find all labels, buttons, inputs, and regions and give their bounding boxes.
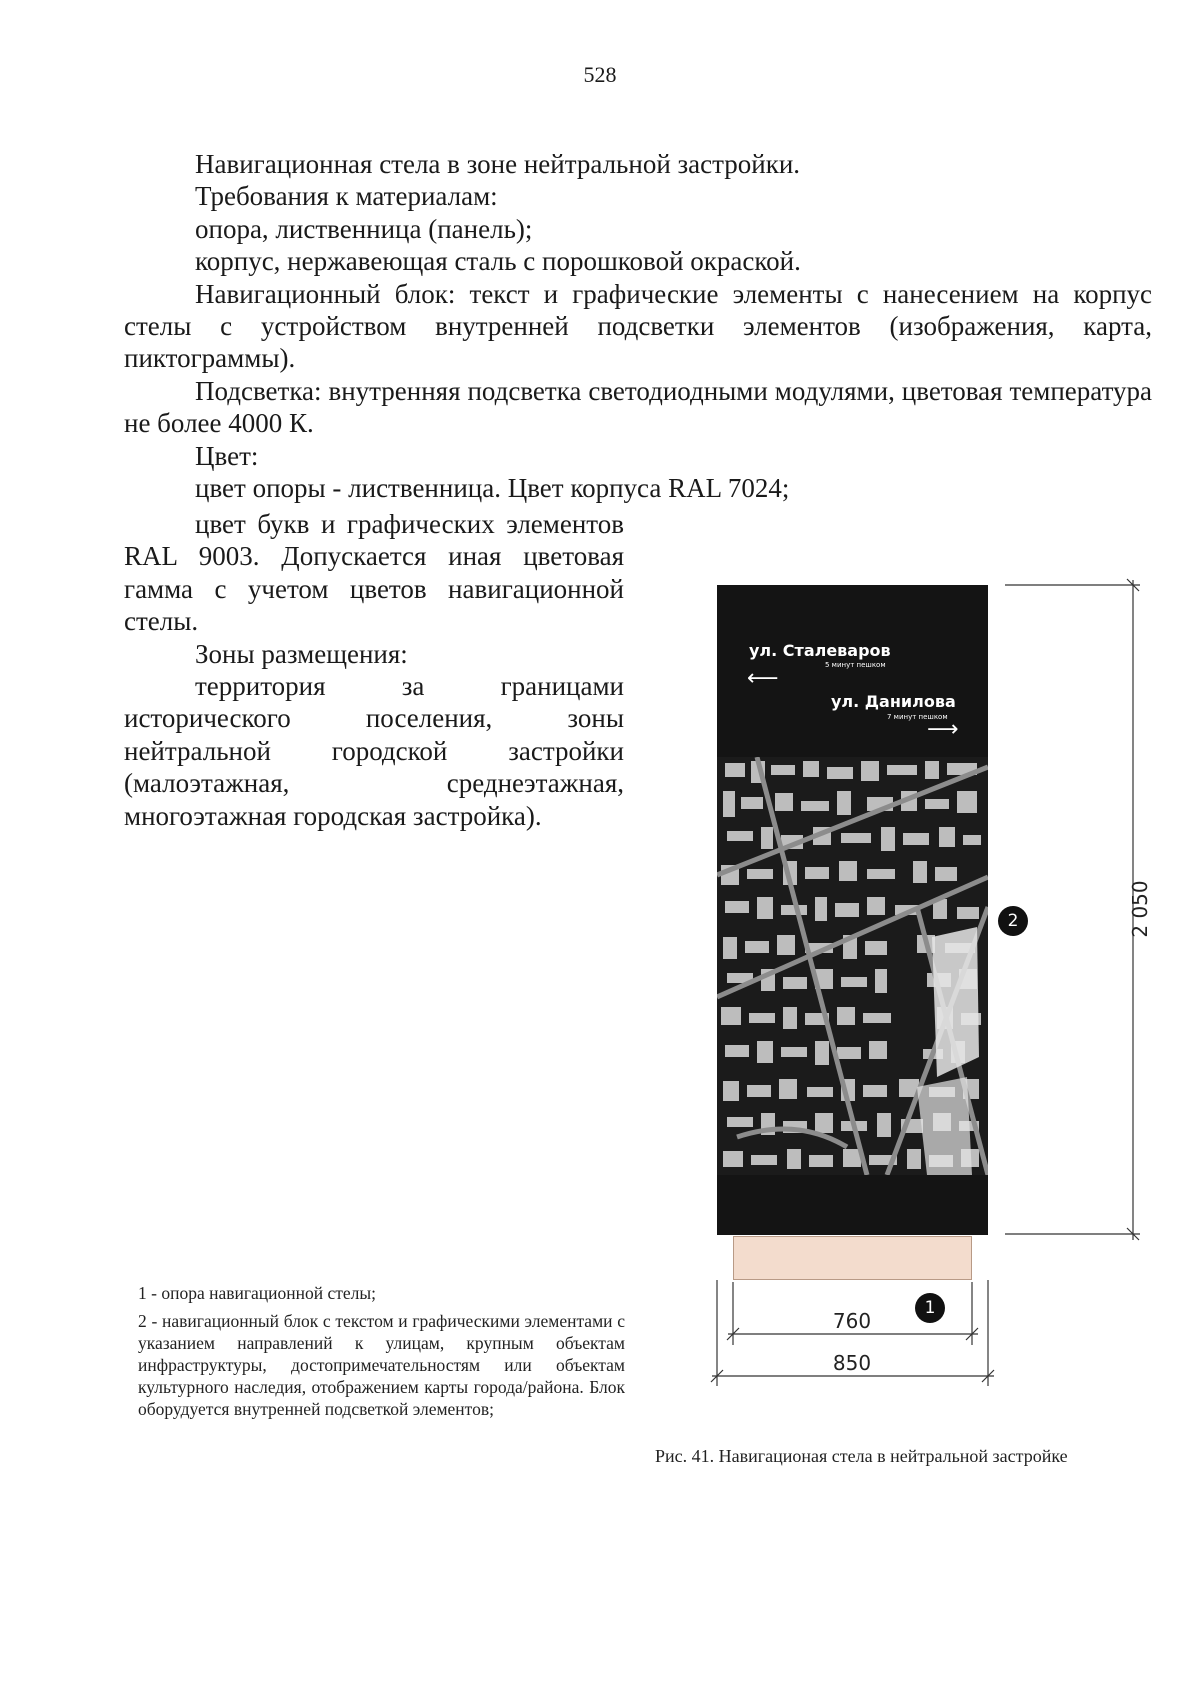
paragraph: территория за границами исторического поселения, зоны нейтральной городской застройки (малоэтажная, среднеэтажная, многоэтажная городская застройка).: [124, 671, 624, 831]
paragraph: цвет опоры - лиственница. Цвет корпуса RAL 7024;: [195, 473, 790, 504]
street-2-label: ул. Данилова: [831, 692, 956, 711]
page-number: 528: [583, 62, 617, 87]
paragraph: Подсветка: внутренняя подсветка светодиодными модулями, цветовая температура не более 4000 К.: [124, 375, 1152, 439]
paragraph: Требования к материалам:: [195, 181, 498, 212]
main-text: [124, 148, 1152, 504]
arrow-right-icon: ⟶: [927, 717, 959, 742]
street-1-time: 5 минут пешком: [825, 661, 886, 669]
left-column-text: [124, 508, 624, 832]
figure-caption: Рис. 41. Навигационая стела в нейтральной застройке: [655, 1446, 1068, 1466]
stele-support-post: [733, 1236, 972, 1280]
height-dimension-label: 2 050: [1128, 880, 1152, 938]
city-map: [717, 757, 988, 1175]
paragraph: Цвет:: [195, 440, 259, 471]
arrow-left-icon: ⟵: [747, 666, 779, 691]
paragraph: опора, лиственница (панель);: [195, 213, 533, 244]
footnote: 1 - опора навигационной стелы;: [138, 1283, 377, 1303]
street-1-label: ул. Сталеваров: [749, 641, 891, 660]
paragraph: корпус, нержавеющая сталь с порошковой окраской.: [195, 246, 801, 277]
inner-width-dimension-label: 760: [832, 1309, 872, 1333]
marker-1-badge: 1: [915, 1293, 945, 1323]
navigation-stele-body: [717, 585, 988, 1235]
outer-width-dimension-label: 850: [832, 1351, 872, 1375]
paragraph: Навигационный блок: текст и графические элементы с нанесением на корпус стелы с устройством внутренней подсветки элементов (изображения, карта, пиктограммы).: [124, 278, 1152, 374]
footnotes: [138, 1282, 625, 1426]
street-2-time: 7 минут пешком: [887, 713, 948, 721]
paragraph: цвет букв и графических элементов RAL 9003. Допускается иная цветовая гамма с учетом цветов навигационной стелы.: [124, 509, 624, 637]
paragraph: Навигационная стела в зоне нейтральной застройки.: [195, 149, 801, 179]
marker-2-badge: 2: [998, 906, 1028, 936]
footnote: 2 - навигационный блок с текстом и графическими элементами с указанием направлений к улицам, крупным объектам инфраструктуры, достопримечательностям или объектам культурного наследия, отображением карты города/района. Блок оборудуется внутренней подсветкой элементов;: [138, 1311, 625, 1419]
paragraph: Зоны размещения:: [195, 638, 408, 669]
